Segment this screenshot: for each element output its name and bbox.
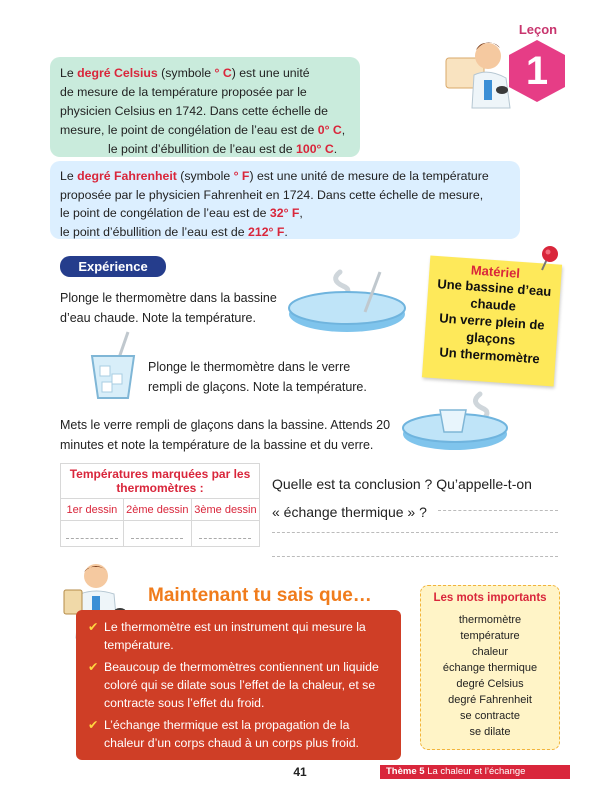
experience-step-3: Mets le verre rempli de glaçons dans la bassine. Attends 20 minutes et note la température de la bassine et du verre. <box>60 418 391 452</box>
important-words-title: Les mots importants <box>433 592 547 604</box>
hot-water-basin-icon <box>285 262 410 337</box>
experience-step-1: Plonge le thermomètre dans la bassine d’eau chaude. Note la température. <box>60 291 277 325</box>
table-col-header: 3ème dessin <box>191 499 259 521</box>
fahrenheit-freezing-value: 32° F <box>269 206 300 220</box>
question-line-1: Quelle est ta conclusion ? Qu’appelle-t-on <box>272 476 532 492</box>
important-word: se contracte <box>460 710 520 722</box>
important-word: échange thermique <box>442 662 538 674</box>
important-word: degré Fahrenheit <box>448 694 532 706</box>
table-col-header: 1er dessin <box>61 499 124 521</box>
table-title: Températures marquées par les thermomètres : <box>61 464 260 499</box>
maintenant-item: ✔ Le thermomètre est un instrument qui mesure la température. <box>88 620 366 652</box>
important-word: température <box>460 630 520 642</box>
pushpin-icon <box>538 245 560 271</box>
checkmark-icon: ✔ <box>88 660 99 674</box>
maintenant-item: ✔ L’échange thermique est la propagation de la chaleur d’un corps chaud à un corps plus froid. <box>88 718 359 750</box>
materiel-note <box>422 256 562 387</box>
fahrenheit-boiling-value: 212° F <box>248 224 285 239</box>
question-line-2: « échange thermique » ? <box>272 504 427 520</box>
table-answer-cell[interactable] <box>191 521 259 547</box>
maintenant-box <box>76 610 401 760</box>
answer-line[interactable] <box>272 556 558 557</box>
celsius-boiling-value: 100° C <box>296 142 334 156</box>
materiel-item: Une bassine d’eau chaude <box>436 276 552 314</box>
lesson-number: 1 <box>525 49 549 93</box>
experience-label: Expérience <box>60 256 166 277</box>
maintenant-title: Maintenant tu sais que… <box>148 585 372 606</box>
celsius-term: degré Celsius <box>77 66 158 80</box>
theme-footer: Thème 5 La chaleur et l’échange thermique <box>380 765 570 779</box>
table-answer-cell[interactable] <box>61 521 124 547</box>
scientist-reading-icon <box>440 30 515 110</box>
celsius-freezing-value: 0° C <box>317 123 342 137</box>
answer-line[interactable] <box>272 532 558 533</box>
checkmark-icon: ✔ <box>88 718 99 732</box>
materiel-item: Un thermomètre <box>438 344 541 367</box>
celsius-definition-box: Le degré Celsius (symbole ° C) est une unité de mesure de la température proposée par le physicien Celsius en 1742. Dans cette échelle de mesure, le point de congélation de l’eau est de 0° C, le point d’ébullition de l’eau est de 100° C. <box>50 57 360 157</box>
glass-of-ice-icon <box>88 330 140 402</box>
lesson-label: Leçon <box>518 22 558 37</box>
important-words-box <box>420 585 560 750</box>
important-word: chaleur <box>471 646 509 658</box>
table-col-header: 2ème dessin <box>123 499 191 521</box>
basin-with-glass-icon <box>400 390 510 455</box>
page-number: 41 <box>293 765 307 779</box>
temperature-table <box>60 463 260 547</box>
checkmark-icon: ✔ <box>88 620 99 634</box>
important-word: thermomètre <box>458 614 522 626</box>
conclusion-question <box>272 470 572 526</box>
experience-step-2: Plonge le thermomètre dans le verre rempli de glaçons. Note la température. <box>148 360 367 394</box>
fahrenheit-definition-box: Le degré Fahrenheit (symbole ° F) est une unité de mesure de la température proposée par le physicien Fahrenheit en 1724. Dans cette échelle de mesure, le point de congélation de l’eau est de 32° F, le point d’ébullition de l’eau est de 212° F. <box>50 161 520 239</box>
fahrenheit-term: degré Fahrenheit <box>77 169 177 183</box>
important-word: se dilate <box>469 726 511 738</box>
answer-line[interactable] <box>438 510 558 511</box>
materiel-title: Matériel <box>470 262 521 281</box>
table-answer-cell[interactable] <box>123 521 191 547</box>
important-word: degré Celsius <box>456 678 524 690</box>
materiel-item: Un verre plein de glaçons <box>438 310 546 348</box>
maintenant-item: ✔ Beaucoup de thermomètres contiennent un liquide coloré qui se dilate sous l’effet de la chaleur, et se contracte sous l’effet du froid. <box>88 660 379 710</box>
